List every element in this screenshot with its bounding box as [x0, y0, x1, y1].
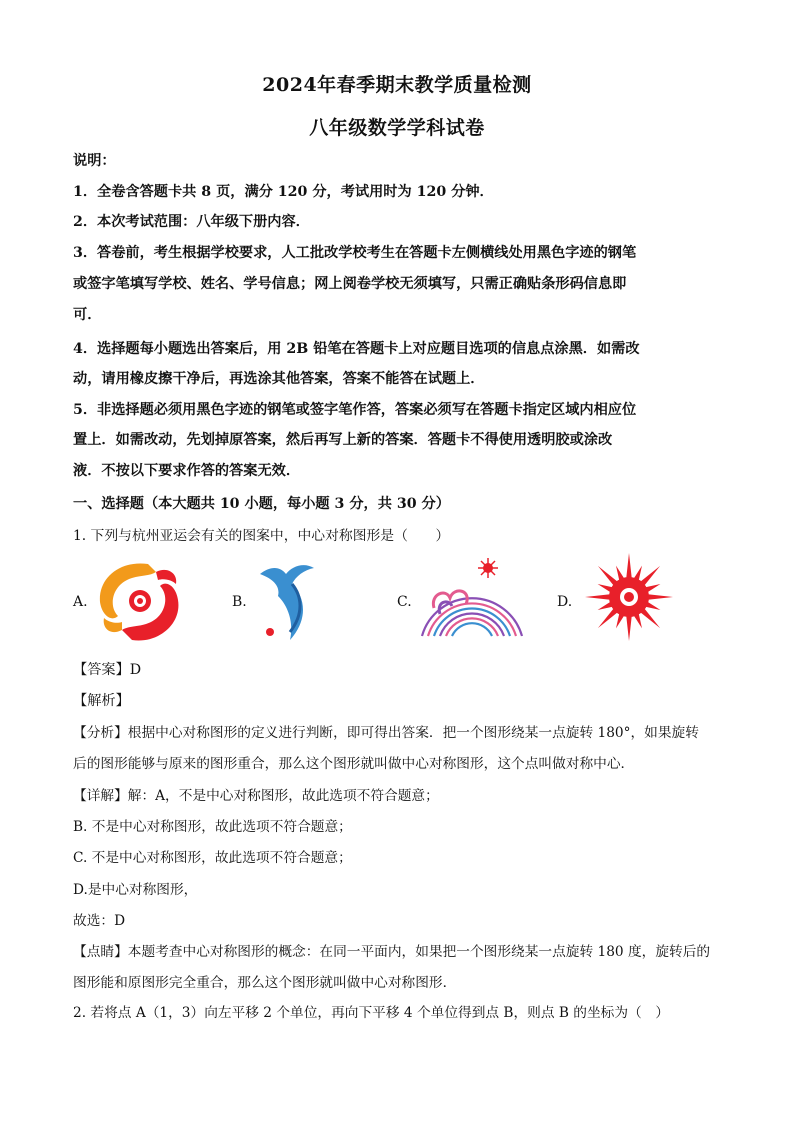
analysis-line: 【详解】解：A，不是中心对称图形，故此选项不符合题意； [73, 788, 439, 804]
analysis-line: 图形能和原图形完全重合，那么这个图形就叫做中心对称图形． [73, 975, 457, 991]
instruction-line: 液．不按以下要求作答的答案无效． [73, 463, 301, 479]
instruction-line: 1．全卷含答题卡共 8 页，满分 120 分，考试用时为 120 分钟． [73, 184, 494, 200]
analysis-line: D.是中心对称图形， [73, 882, 198, 898]
sun-ray [585, 594, 611, 600]
analysis-heading: 【解析】 [73, 693, 130, 709]
instructions-heading: 说明： [73, 153, 116, 169]
instruction-line: 4．选择题每小题选出答案后，用 2B 铅笔在答题卡上对应题目选项的信息点涂黑．如需改 [73, 341, 640, 357]
option-a-label: A. [73, 594, 88, 610]
instruction-line: 置上．如需改动，先划掉原答案，然后再写上新的答案．答题卡不得使用透明胶或涂改 [73, 432, 613, 448]
analysis-line: 后的图形能够与原来的图形重合，那么这个图形就叫做中心对称图形，这个点叫做对称中心． [73, 756, 635, 772]
analysis-line: C. 不是中心对称图形，故此选项不符合题意； [73, 850, 352, 866]
sun-ray [626, 553, 632, 579]
rainbow-emblem-icon [416, 554, 528, 648]
analysis-line: 【点睛】本题考查中心对称图形的概念：在同一平面内，如果把一个图形绕某一点旋转 180 度，旋转后的 [73, 944, 711, 960]
dragon-emblem-icon [92, 556, 188, 650]
option-b-label: B. [232, 594, 247, 610]
instruction-line: 可． [73, 307, 102, 323]
question-1-options [0, 548, 794, 648]
option-d-label: D. [557, 594, 573, 610]
sun-emblem-icon [582, 550, 676, 648]
exam-title: 2024年春季期末教学质量检测 [262, 74, 532, 96]
exam-subtitle: 八年级数学学科试卷 [309, 117, 485, 139]
question-2-stem: 2. 若将点 A（1，3）向左平移 2 个单位，再向下平移 4 个单位得到点 B，则点 B 的坐标为（ ） [73, 1005, 670, 1021]
instruction-line: 2．本次考试范围：八年级下册内容． [73, 214, 310, 230]
analysis-line: 【分析】根据中心对称图形的定义进行判断，即可得出答案．把一个图形绕某一点旋转 180°，如果旋转 [73, 725, 699, 741]
section-heading: 一、选择题（本大题共 10 小题，每小题 3 分，共 30 分） [73, 496, 450, 512]
instruction-line: 动，请用橡皮擦干净后，再选涂其他答案，答案不能答在试题上． [73, 371, 485, 387]
fish-tail-icon [250, 552, 320, 652]
option-c-label: C. [397, 594, 412, 610]
sun-ray [626, 615, 632, 641]
sun-ray [647, 594, 673, 600]
analysis-line: B. 不是中心对称图形，故此选项不符合题意； [73, 819, 352, 835]
answer-label: 【答案】D [73, 662, 142, 678]
analysis-line: 故选：D [73, 913, 126, 929]
instruction-line: 或签字笔填写学校、姓名、学号信息；网上阅卷学校无须填写，只需正确贴条形码信息即 [73, 276, 627, 292]
instruction-line: 5．非选择题必须用黑色字迹的钢笔或签字笔作答，答案必须写在答题卡指定区域内相应位 [73, 402, 637, 418]
question-1-stem: 1. 下列与杭州亚运会有关的图案中，中心对称图形是（ ） [73, 528, 450, 544]
instruction-line: 3．答卷前，考生根据学校要求，人工批改学校考生在答题卡左侧横线处用黑色字迹的钢笔 [73, 245, 637, 261]
